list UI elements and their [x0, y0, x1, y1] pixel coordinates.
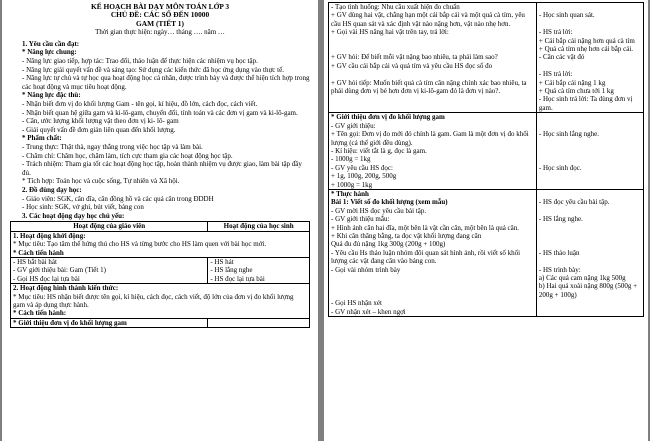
requirement-line: 3. Các hoạt động dạy học chủ yếu:: [22, 211, 125, 220]
requirement-line: - Năng lực giải quyết vấn đề và sáng tạo: Sử dụng các kiến thức đã học ứng dụng vào thực tế.: [22, 65, 284, 74]
teacher-step: + GV hỏi: Để biết mỗi vật nặng bao nhiêu, ta phải làm sao?: [331, 53, 498, 62]
teacher-step: - 1000g = 1kg: [331, 155, 371, 164]
teacher-step: [331, 282, 534, 290]
activity-1-title: 1. Hoạt động khởi động:: [13, 231, 86, 240]
time-line: Thời gian thực hiện: ngày… tháng …. năm …: [95, 28, 225, 37]
requirement-line: - Giáo viên: SGK, cân đĩa, cân đồng hồ và các quả cân trong ĐDDH: [22, 194, 214, 203]
activity-row: [329, 113, 644, 190]
student-step: [539, 20, 641, 28]
requirement-line: * Tích hợp: Toán học và cuộc sống, Tự nhiên và Xã hội.: [22, 177, 180, 186]
topic-title: CHỦ ĐỀ: CÁC SỐ ĐẾN 10000: [110, 10, 210, 20]
student-column-header: Hoạt động của học sinh: [208, 222, 310, 231]
activity-table: [10, 221, 310, 328]
activity-1-method: * Cách tiến hành: [13, 248, 64, 257]
student-step: [539, 147, 641, 155]
student-step: [539, 224, 641, 232]
requirement-line: - Chăm chỉ: Chăm học, chăm làm, tích cực tham gia các hoạt động học tập.: [22, 151, 233, 160]
student-step: - HS trả lời:: [538, 70, 573, 79]
student-step: [539, 122, 641, 130]
gram-intro-heading: * Giới thiệu đơn vị đo khối lượng gam: [11, 318, 208, 327]
activity-2-header: [11, 284, 310, 319]
student-step: [539, 232, 641, 240]
teacher-step: [331, 70, 534, 78]
activity-2-title: 2. Hoạt động hình thành kiến thức:: [13, 284, 119, 293]
requirement-line: * Năng lực đặc thù:: [22, 91, 81, 100]
student-step: [539, 207, 641, 215]
left-page: [2, 0, 318, 441]
student-step: [539, 190, 641, 198]
teacher-step: - GV giới thiệu mẫu:: [331, 215, 390, 224]
activity-1-student: [208, 257, 310, 283]
student-step: - Cân các vật đó: [538, 53, 585, 62]
student-step: - HS hát: [210, 257, 234, 266]
teacher-step: - Gọi HS đọc lại tựa bài: [13, 274, 80, 283]
activity-row: [329, 3, 644, 113]
student-step: [539, 139, 641, 147]
teacher-cell: [329, 113, 537, 190]
teacher-step: + 1g, 100g, 200g, 500g: [331, 172, 397, 181]
teacher-step: Quả đu đủ nặng 1kg 300g (200g + 100g): [331, 240, 446, 249]
activity-2-method: * Cách tiến hành:: [13, 309, 67, 318]
teacher-step: - GV yêu cầu HS đọc:: [331, 163, 393, 172]
requirement-line: * Năng lực chung:: [22, 48, 77, 57]
gram-intro-student: [208, 318, 310, 327]
teacher-step: + GV hỏi tiếp: Muốn biết quả cà tím cân nặng chính xác bao nhiêu, ta phải dùng đơn vị bé hơn đơn vị ki-lô-gam đó là đơn vị nào?.: [331, 78, 527, 96]
requirements-section: [10, 40, 310, 220]
requirement-line: - Năng lực tự chủ và tự học qua hoạt động học cá nhân, được trình bày và được thể hiện tích hợp trong các hoạt động và mục tiêu hoạt động.: [22, 74, 310, 91]
student-step: a) Các quả cam nặng 1kg 500g: [538, 274, 626, 282]
teacher-step: - Kí hiệu: viết tắt là g, đọc là gam.: [331, 146, 427, 155]
student-step: - Học sinh đọc.: [538, 163, 582, 172]
teacher-step: [331, 37, 534, 45]
student-step: - HS đọc yêu cầu bài tập.: [538, 198, 610, 207]
student-step: - HS lắng nghe: [210, 266, 253, 275]
student-step: - HS trình bày:: [538, 265, 581, 274]
student-step: - HS đọc lại tựa bài: [210, 274, 265, 283]
teacher-cell: [329, 3, 537, 113]
teacher-step: - HS bắt bài hát: [13, 257, 57, 266]
student-step: b) Hai quả xoài nặng 800g (500g + 200g + 100g): [538, 282, 638, 299]
teacher-step: - GV nhận xét – khen ngợi: [331, 307, 406, 316]
teacher-step: * Giới thiệu đơn vị đo khối lượng gam: [331, 113, 445, 122]
teacher-step: + Hình ảnh cân hai đĩa, một bên là vật cần cân, một bên là quả cân.: [331, 223, 520, 232]
teacher-step: Bài 1: Viết số đo khối lượng (xem mẫu): [331, 198, 448, 207]
teacher-step: + Gọi vài HS nâng hai vật trên tay, trả lời:: [331, 28, 449, 37]
requirement-line: - Giải quyết vấn đề đơn giản liên quan đến khối lượng.: [22, 125, 176, 134]
teacher-step: - GV giới thiệu:: [331, 121, 376, 130]
teacher-step: * Thực hành: [331, 189, 369, 198]
teacher-step: + Tên gọi: Đơn vị đo mới đó chính là gam. Gam là một đơn vị đo khối lượng (cả thế giới đều dùng).: [331, 130, 529, 147]
student-step: [539, 3, 641, 11]
continued-activity-table: [328, 2, 644, 317]
student-cell: [536, 189, 643, 316]
student-step: + Cái bắp cải nặng hơn quả cà tím: [538, 36, 635, 45]
teacher-step: [331, 291, 534, 299]
requirement-line: - Cân, ước lượng khối lượng vật theo đơn vị ki- lô- gam: [22, 117, 179, 126]
student-step: + Quả cà tím nhẹ hơn cái bắp cải.: [538, 45, 634, 54]
teacher-step: - Yêu cầu Hs thảo luận nhóm đôi quan sát hình ảnh, rồi viết số khối lượng các vật đang cân vào bảng con.: [331, 248, 521, 266]
teacher-step: + Khi cân thăng bằng, ta đọc vật khối lượng đang cân: [331, 231, 482, 240]
lesson-title: GAM (TIẾT 1): [136, 18, 184, 28]
teacher-step: - Tạo tình huống: Nhu cầu xuất hiện đo chuẩn: [331, 3, 460, 11]
teacher-step: - GV giới thiệu bài: Gam (Tiết 1): [13, 266, 106, 275]
teacher-column-header: Hoạt động của giáo viên: [11, 222, 208, 231]
student-step: [539, 155, 641, 163]
teacher-step: - Gọi HS nhận xét: [331, 299, 382, 308]
student-step: [539, 257, 641, 265]
student-step: + Quả cà tím chưa tới 1 kg: [538, 87, 614, 96]
teacher-cell: [329, 189, 537, 316]
student-step: - Học sinh trả lời: Ta dùng đơn vị gam.: [538, 95, 633, 112]
requirement-line: 1. Yêu cầu cần đạt:: [22, 39, 80, 48]
student-step: - Học sinh quan sát.: [538, 11, 595, 20]
activity-1-goal: * Mục tiêu: Tạo tâm thế hứng thú cho HS và từng bước cho HS làm quen với bài học mới.: [13, 240, 267, 249]
student-step: [539, 62, 641, 70]
teacher-step: - GV mời HS đọc yêu cầu bài tập.: [331, 206, 427, 215]
student-step: + Cái bắp cải nặng 1 kg: [538, 78, 606, 87]
teacher-step: [331, 45, 534, 53]
teacher-step: + GV dùng hai vật, chẳng hạn một cái bắp cải và một quả cà tím, yêu cầu HS quan sát và xác định vật nào nặng hơn, vật nào nhẹ hơn.: [331, 11, 525, 28]
student-step: [539, 240, 641, 248]
requirement-line: - Trung thực: Thật thà, ngay thẳng trong việc học tập và làm bài.: [22, 142, 203, 151]
teacher-step: - Gọi vài nhóm trình bày: [331, 265, 401, 274]
teacher-step: [331, 274, 534, 282]
requirement-line: - Trách nhiệm: Tham gia tốt các hoạt động học tập, hoàn thành nhiệm vụ được giao, làm bài tập đầy đủ.: [22, 160, 302, 177]
requirement-line: * Phẩm chất:: [22, 134, 62, 143]
activity-1-teacher: [11, 257, 208, 283]
activity-row: [329, 189, 644, 316]
student-cell: [536, 3, 643, 113]
requirement-line: 2. Đồ dùng dạy học:: [22, 185, 82, 194]
activity-1-header: [11, 231, 310, 257]
teacher-step: + 1000g = 1kg: [331, 180, 373, 189]
student-step: [539, 113, 641, 121]
requirement-line: - Năng lực giao tiếp, hợp tác: Trao đổi, thảo luận để thực hiện các nhiệm vụ học tập.: [22, 57, 258, 65]
right-page: [324, 0, 648, 441]
student-step: - HS thảo luận: [538, 248, 580, 257]
teacher-step: + GV cầu cái bắp cải và quả tím và yêu cầu HS đọc số đo: [331, 61, 493, 70]
requirement-line: - Nhận biết quan hệ giữa gam và ki-lô-gam, chuyển đổi, tính toán và các đơn vị gam và ki-lô-gam.: [22, 108, 298, 117]
activity-2-goal: * Mục tiêu: HS nhận biết được tên gọi, kí hiệu, cách đọc, cách viết, độ lớn của đơn vị đo khối lượng gam và áp dụng thực hành.: [13, 292, 294, 309]
student-step: - HS lắng nghe.: [538, 215, 583, 224]
student-cell: [536, 113, 643, 190]
requirement-line: - Học sinh: SGK, vở ghi, bút viết, bảng con: [22, 203, 144, 212]
requirement-line: - Nhận biết đơn vị đo khối lượng Gam - tên gọi, kí hiệu, đồ lớn, cách đọc, cách viết.: [22, 99, 258, 108]
student-step: - HS trả lời:: [538, 28, 573, 37]
student-step: - Học sinh lắng nghe.: [538, 130, 599, 139]
plan-title: KẾ HOẠCH BÀI DẠY MÔN TOÁN LỚP 3: [90, 2, 230, 11]
